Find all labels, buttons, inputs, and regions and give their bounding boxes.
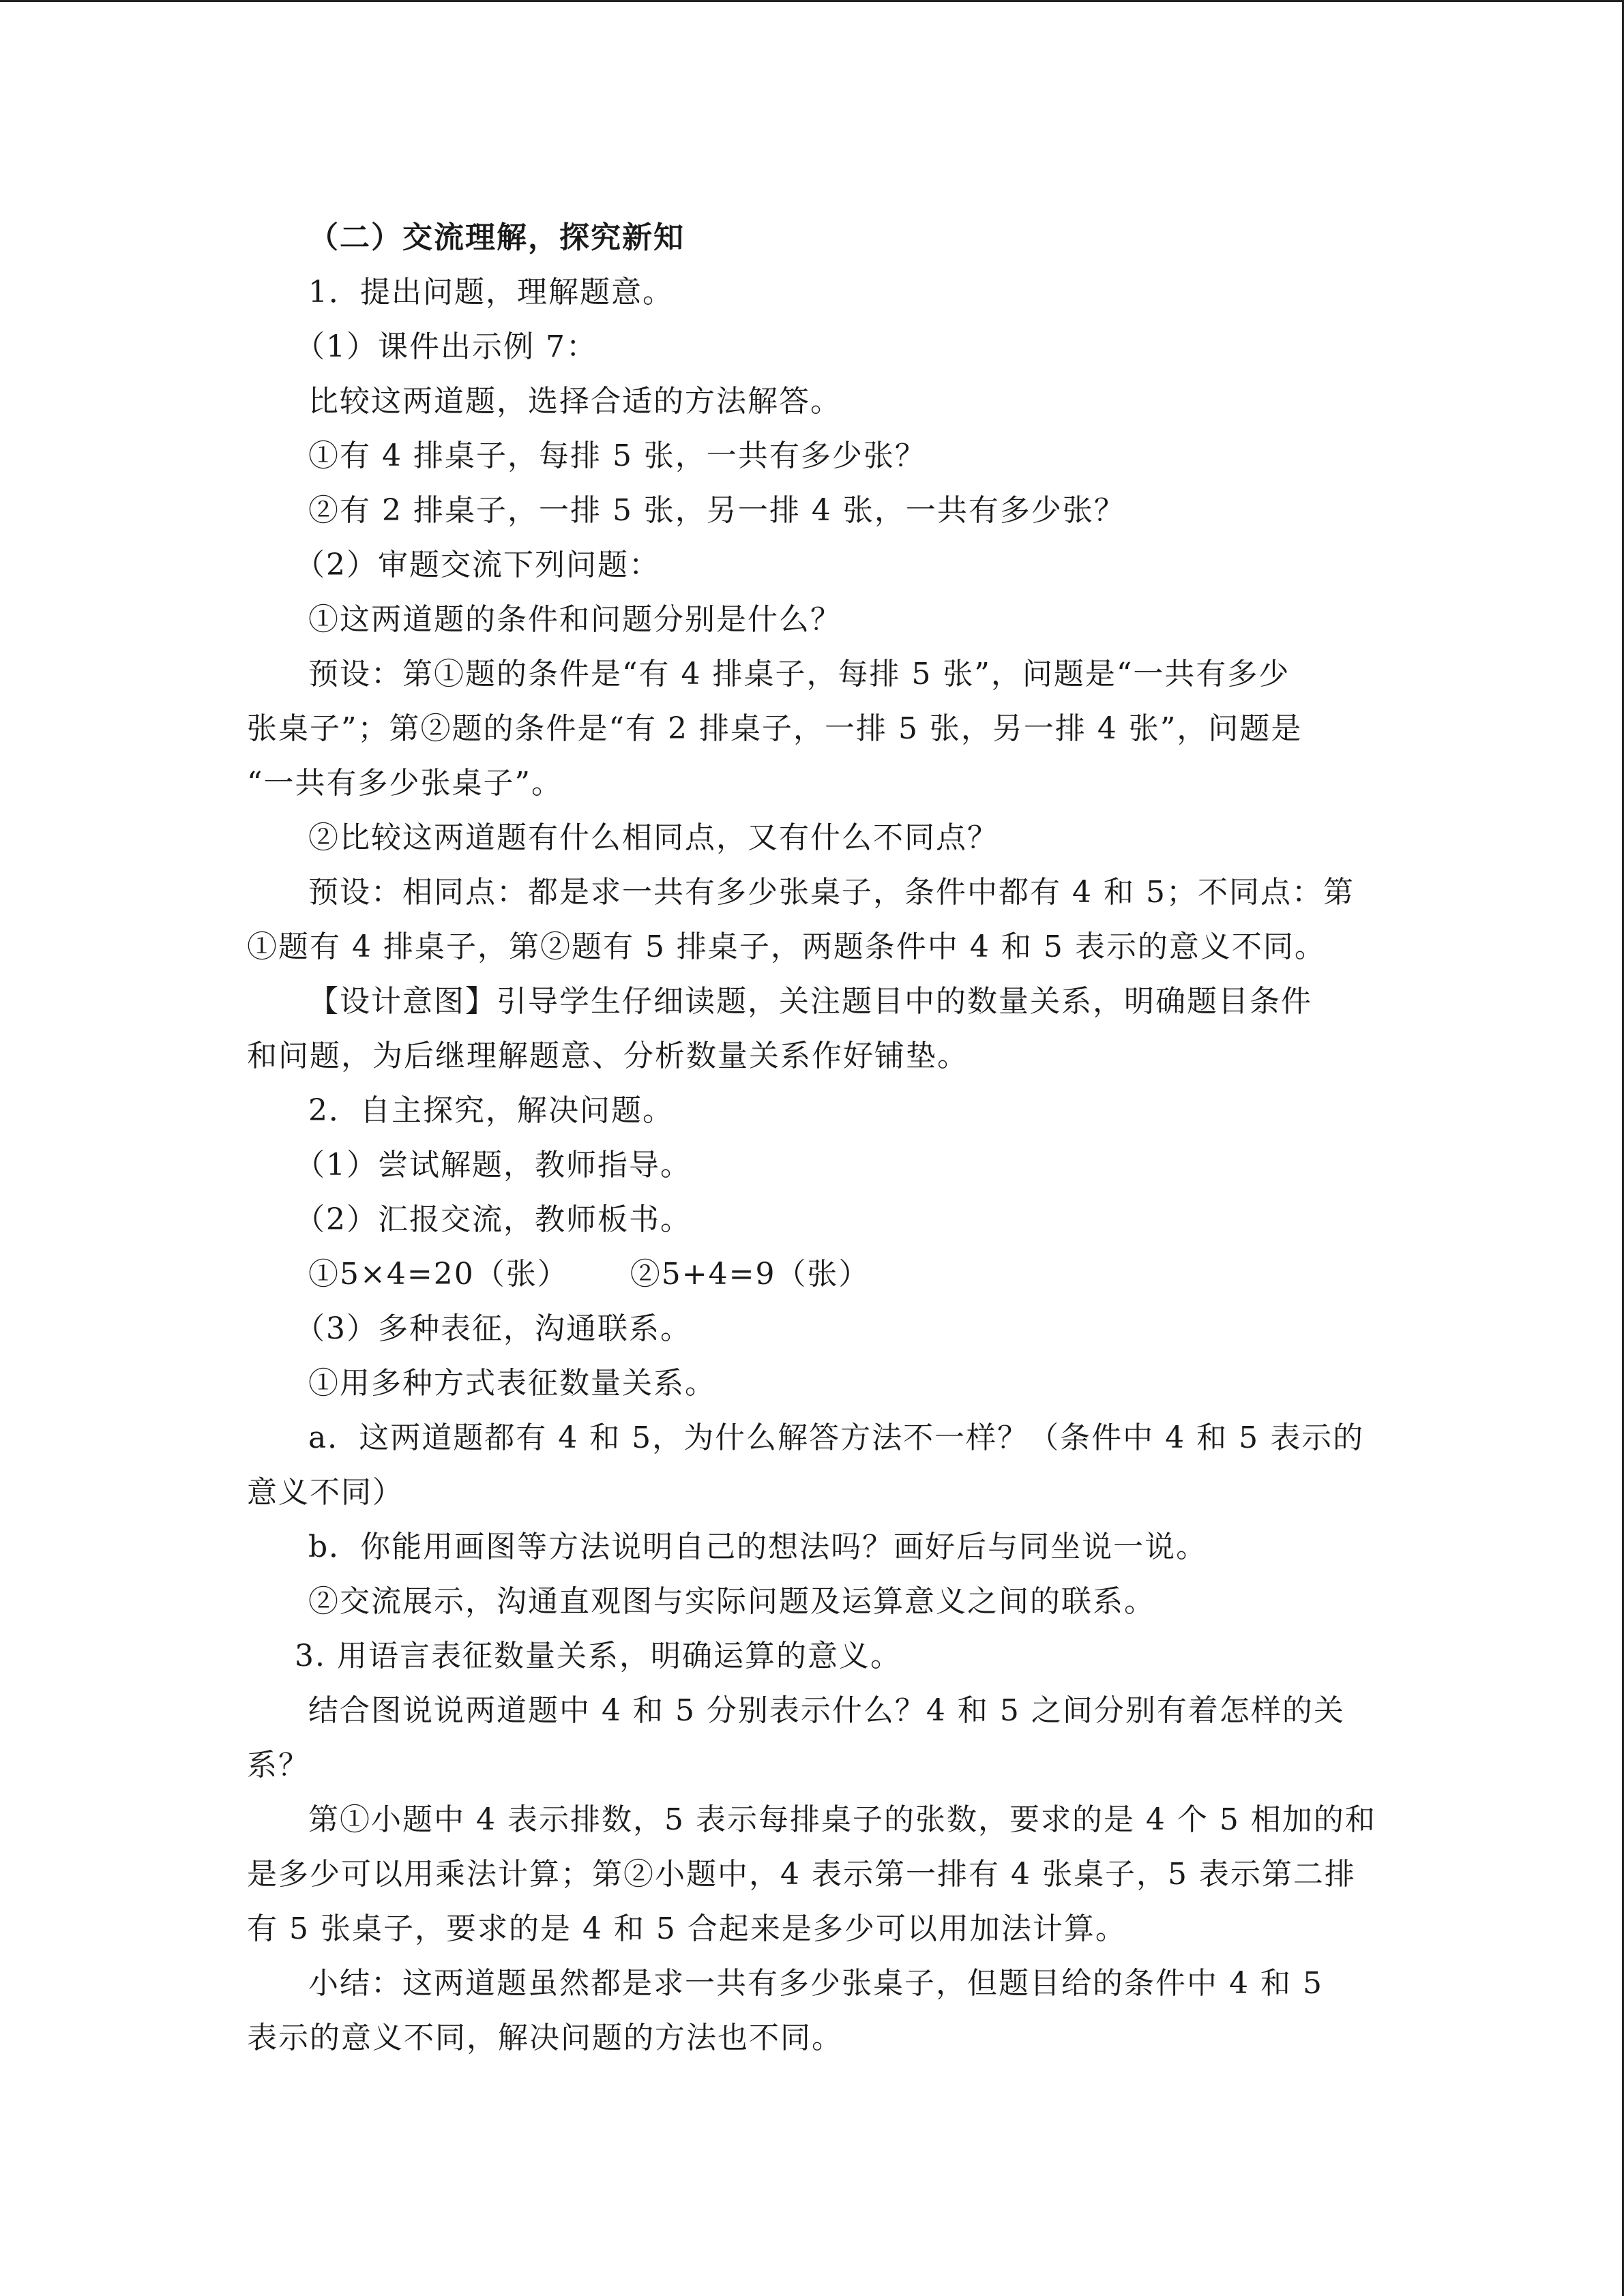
paragraph-line: “一共有多少张桌子”。: [247, 766, 563, 801]
paragraph-line: 比较这两道题，选择合适的方法解答。: [308, 384, 842, 419]
paragraph-line: ①题有 4 排桌子，第②题有 5 排桌子，两题条件中 4 和 5 表示的意义不同。: [247, 929, 1326, 964]
paragraph-line: 结合图说说两道题中 4 和 5 分别表示什么？4 和 5 之间分别有着怎样的关: [308, 1693, 1345, 1728]
paragraph-line: b．你能用画图等方法说明自己的想法吗？画好后与同坐说一说。: [308, 1530, 1208, 1564]
paragraph-line: 有 5 张桌子，要求的是 4 和 5 合起来是多少可以用加法计算。: [247, 1911, 1127, 1946]
summary: 小结：这两道题虽然都是求一共有多少张桌子，但题目给的条件中 4 和 5: [308, 1966, 1323, 2001]
equations-line: [247, 1247, 1372, 1302]
paragraph-line: 预设：相同点：都是求一共有多少张桌子，条件中都有 4 和 5；不同点：第: [308, 875, 1355, 910]
equation-1: ①5×4=20（张）: [308, 1257, 569, 1292]
paragraph-line: a．这两道题都有 4 和 5，为什么解答方法不一样？（条件中 4 和 5 表示的: [308, 1420, 1365, 1455]
paragraph-line: ②交流展示，沟通直观图与实际问题及运算意义之间的联系。: [308, 1584, 1155, 1619]
sub-step-1: （1）尝试解题，教师指导。: [295, 1148, 692, 1182]
paragraph-line: ①用多种方式表征数量关系。: [308, 1366, 716, 1401]
document-body: [247, 211, 1376, 2066]
paragraph-line: 和问题，为后继理解题意、分析数量关系作好铺垫。: [247, 1039, 969, 1073]
paragraph-line: 预设：第①题的条件是“有 4 排桌子，每排 5 张”，问题是“一共有多少: [308, 657, 1290, 691]
sub-step-1: （1）课件出示例 7：: [295, 329, 597, 364]
design-intent: 【设计意图】引导学生仔细读题，关注题目中的数量关系，明确题目条件: [308, 984, 1312, 1019]
step-heading-1: 1．提出问题，理解题意。: [308, 275, 674, 310]
equation-2: ②5+4=9（张）: [630, 1257, 870, 1292]
sub-step-2: （2）审题交流下列问题：: [295, 548, 660, 582]
question-2: ②比较这两道题有什么相同点，又有什么不同点？: [308, 820, 999, 855]
section-title: （二）交流理解，探究新知: [308, 220, 685, 255]
step-heading-3: 3. 用语言表征数量关系，明确运算的意义。: [295, 1639, 902, 1673]
paragraph-line: 系？: [247, 1748, 310, 1783]
paragraph-line: 是多少可以用乘法计算；第②小题中，4 表示第一排有 4 张桌子，5 表示第二排: [247, 1857, 1356, 1892]
paragraph-line: 表示的意义不同，解决问题的方法也不同。: [247, 2021, 843, 2055]
sub-step-2: （2）汇报交流，教师板书。: [295, 1202, 692, 1237]
step-heading-2: 2．自主探究，解决问题。: [308, 1093, 674, 1128]
question-1: ①这两道题的条件和问题分别是什么？: [308, 602, 842, 637]
paragraph-line: 张桌子”；第②题的条件是“有 2 排桌子，一排 5 张，另一排 4 张”，问题是: [247, 711, 1303, 746]
sub-step-3: （3）多种表征，沟通联系。: [295, 1311, 692, 1346]
paragraph-line: 意义不同）: [247, 1475, 404, 1510]
problem-2: ②有 2 排桌子，一排 5 张，另一排 4 张，一共有多少张？: [308, 493, 1125, 528]
problem-1: ①有 4 排桌子，每排 5 张，一共有多少张？: [308, 438, 926, 473]
paragraph-line: 第①小题中 4 表示排数，5 表示每排桌子的张数，要求的是 4 个 5 相加的和: [308, 1802, 1376, 1837]
